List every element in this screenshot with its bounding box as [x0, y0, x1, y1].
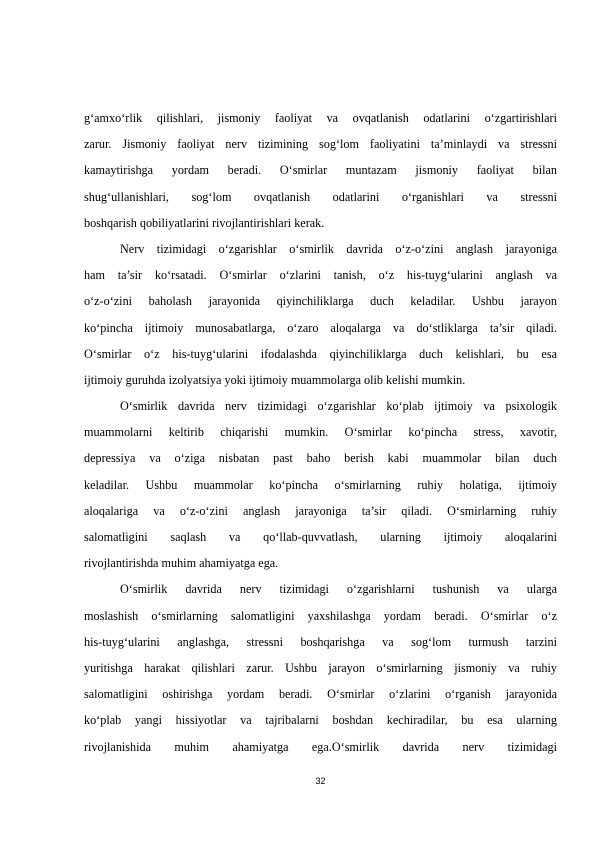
- text-line: ijtimoiy guruhda izolyatsiya yoki ijtimoiy muammolarga olib kelishi mumkin.: [84, 372, 466, 387]
- body-text: [84, 105, 557, 760]
- text-line: o‘z-o‘zini baholash jarayonida qiyinchiliklarga duch keladilar. Ushbu jarayon: [84, 294, 557, 309]
- text-line: boshqarish qobiliyatlarini rivojlantirishlari kerak.: [84, 215, 325, 230]
- text-line: rivojlantirishda muhim ahamiyatga ega.: [84, 556, 279, 571]
- text-line: O‘smirlik davrida nerv tizimidagi o‘zgarishlarni tushunish va ularga: [120, 582, 557, 597]
- text-line: Nerv tizimidagi o‘zgarishlar o‘smirlik davrida o‘z-o‘zini anglash jarayoniga: [120, 241, 557, 256]
- text-line: aloqalariga va o‘z-o‘zini anglash jarayoniga ta’sir qiladi. O‘smirlarning ruhiy: [84, 503, 557, 518]
- text-line: rivojlanishida muhim ahamiyatga ega.O‘smirlik davrida nerv tizimidagi: [84, 739, 557, 754]
- text-line: yuritishga harakat qilishlari zarur. Ushbu jarayon o‘smirlarning jismoniy va ruhiy: [84, 660, 557, 675]
- text-line: his-tuyg‘ularini anglashga, stressni boshqarishga va sog‘lom turmush tarzini: [84, 634, 557, 649]
- text-line: moslashish o‘smirlarning salomatligini yaxshilashga yordam beradi. O‘smirlar o‘z: [84, 608, 557, 623]
- text-line: muammolarni keltirib chiqarishi mumkin. O‘smirlar ko‘pincha stress, xavotir,: [84, 425, 557, 440]
- text-line: salomatligini saqlash va qo‘llab-quvvatlash, ularning ijtimoiy aloqalarini: [84, 530, 557, 544]
- text-line: zarur. Jismoniy faoliyat nerv tizimining sog‘lom faoliyatini ta’minlaydi va stressni: [84, 137, 557, 152]
- text-line: g‘amxo‘rlik qilishlari, jismoniy faoliyat va ovqatlanish odatlarini o‘zgartirishlari: [84, 111, 557, 125]
- text-line: ko‘plab yangi hissiyotlar va tajribalarni boshdan kechiradilar, bu esa ularning: [84, 713, 557, 728]
- text-line: depressiya va o‘ziga nisbatan past baho berish kabi muammolar bilan duch: [84, 451, 557, 466]
- text-line: keladilar. Ushbu muammolar ko‘pincha o‘smirlarning ruhiy holatiga, ijtimoiy: [84, 477, 557, 492]
- text-line: ham ta’sir ko‘rsatadi. O‘smirlar o‘zlarini tanish, o‘z his-tuyg‘ularini anglash va: [84, 268, 557, 283]
- text-line: shug‘ullanishlari, sog‘lom ovqatlanish odatlarini o‘rganishlari va stressni: [84, 189, 557, 204]
- text-line: O‘smirlar o‘z his-tuyg‘ularini ifodalashda qiyinchiliklarga duch kelishlari, bu esa: [84, 346, 557, 361]
- text-line: salomatligini oshirishga yordam beradi. O‘smirlar o‘zlarini o‘rganish jarayonida: [84, 687, 557, 702]
- page-number: 32: [315, 776, 326, 786]
- text-line: kamaytirishga yordam beradi. O‘smirlar muntazam jismoniy faoliyat bilan: [84, 163, 557, 178]
- text-line: O‘smirlik davrida nerv tizimidagi o‘zgarishlar ko‘plab ijtimoiy va psixologik: [120, 399, 557, 414]
- text-line: ko‘pincha ijtimoiy munosabatlarga, o‘zaro aloqalarga va do‘stliklarga ta’sir qiladi.: [84, 320, 557, 335]
